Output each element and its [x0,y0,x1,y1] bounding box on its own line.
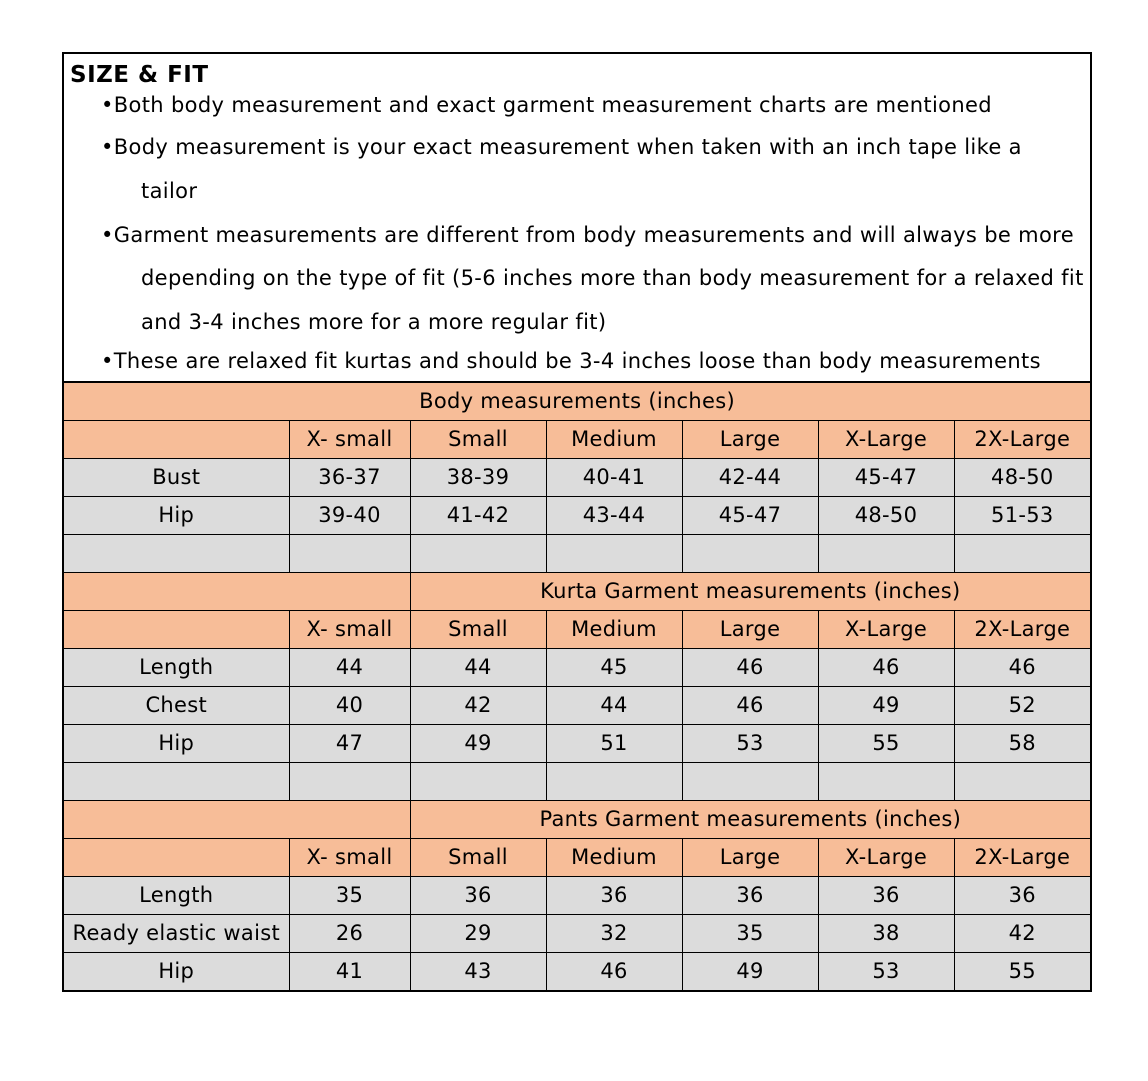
note-text: These are relaxed fit kurtas and should be 3-4 inches loose than body measurements [113,348,1041,373]
table-cell: 44 [289,648,410,686]
table-cell: 38-39 [410,458,546,496]
table-cell: 42-44 [682,458,818,496]
table-cell: 46 [682,686,818,724]
row-label: Length [64,648,289,686]
table-cell: 52 [954,686,1090,724]
row-label: Hip [64,724,289,762]
table-cell: 44 [546,686,682,724]
note-text: Body measurement is your exact measurement when taken with an inch tape like a tailor [113,135,1022,203]
table-cell: 53 [818,952,954,990]
empty-header-cell [64,420,289,458]
size-fit-chart [62,52,1092,992]
table-cell: 36 [410,876,546,914]
notes-list [70,90,1084,377]
row-label: Chest [64,686,289,724]
empty-cell [64,762,289,800]
table-row [64,686,1090,724]
pants-section-title: Pants Garment measurements (inches) [410,800,1090,838]
table-row [64,496,1090,534]
size-header: Medium [546,838,682,876]
row-label: Hip [64,952,289,990]
table-cell: 36 [546,876,682,914]
table-cell: 47 [289,724,410,762]
table-cell: 48-50 [818,496,954,534]
note-item: •Garment measurements are different from body measurements and will always be more depending on the type of fit (5-6 inches more than body measurement for a relaxed fit and 3-4 inches more for a more regular fit) [101,222,1084,335]
table-cell: 35 [289,876,410,914]
empty-cell [954,534,1090,572]
table-cell: 58 [954,724,1090,762]
size-header: Medium [546,420,682,458]
note-text: Both body measurement and exact garment measurement charts are mentioned [113,93,992,117]
table-cell: 51 [546,724,682,762]
spacer-row [64,762,1090,800]
table-cell: 36 [682,876,818,914]
table-cell: 41-42 [410,496,546,534]
table-cell: 46 [546,952,682,990]
table-cell: 41 [289,952,410,990]
size-header: X-Large [818,838,954,876]
size-header: X-Large [818,420,954,458]
table-cell: 46 [818,648,954,686]
empty-header-cell [64,838,289,876]
size-header: X- small [289,838,410,876]
body-section-title: Body measurements (inches) [64,383,1090,421]
size-header: Small [410,610,546,648]
table-cell: 45 [546,648,682,686]
table-cell: 45-47 [818,458,954,496]
table-cell: 43 [410,952,546,990]
measurement-table [64,383,1090,990]
empty-cell [546,762,682,800]
note-item: •Body measurement is your exact measurement when taken with an inch tape like a tailor [101,135,1022,203]
table-cell: 42 [410,686,546,724]
table-cell: 36 [954,876,1090,914]
empty-cell [410,534,546,572]
size-header-row [64,420,1090,458]
size-fit-notes [64,54,1090,383]
note-text: Garment measurements are different from body measurements and will always be more depending on the type of fit (5-6 inches more than body measurement for a relaxed fit and 3-4 inches more for a more regular fit) [113,222,1084,335]
table-cell: 51-53 [954,496,1090,534]
size-fit-title: SIZE & FIT [70,62,209,88]
size-header-row [64,838,1090,876]
empty-cell [818,534,954,572]
empty-cell [818,762,954,800]
table-cell: 49 [682,952,818,990]
table-row [64,724,1090,762]
row-label: Bust [64,458,289,496]
table-cell: 55 [818,724,954,762]
table-cell: 48-50 [954,458,1090,496]
size-header: Medium [546,610,682,648]
table-cell: 49 [410,724,546,762]
empty-header-cell [64,800,410,838]
table-cell: 55 [954,952,1090,990]
size-header: 2X-Large [954,838,1090,876]
empty-cell [410,762,546,800]
table-cell: 35 [682,914,818,952]
empty-cell [954,762,1090,800]
row-label: Length [64,876,289,914]
table-cell: 26 [289,914,410,952]
table-cell: 32 [546,914,682,952]
row-label: Hip [64,496,289,534]
size-header: X-Large [818,610,954,648]
empty-header-cell [64,610,289,648]
table-cell: 46 [682,648,818,686]
table-cell: 36 [818,876,954,914]
empty-cell [289,762,410,800]
table-cell: 46 [954,648,1090,686]
table-cell: 43-44 [546,496,682,534]
table-cell: 40 [289,686,410,724]
table-cell: 53 [682,724,818,762]
row-label: Ready elastic waist [64,914,289,952]
table-cell: 39-40 [289,496,410,534]
table-row [64,952,1090,990]
table-row [64,914,1090,952]
empty-cell [289,534,410,572]
note-item: •Both body measurement and exact garment measurement charts are mentioned [101,93,992,117]
empty-cell [546,534,682,572]
empty-cell [682,762,818,800]
size-header: 2X-Large [954,420,1090,458]
size-header: X- small [289,420,410,458]
pants-section-title-row [64,800,1090,838]
spacer-row [64,534,1090,572]
size-header: Small [410,420,546,458]
table-cell: 42 [954,914,1090,952]
table-row [64,876,1090,914]
size-header-row [64,610,1090,648]
size-header: Large [682,610,818,648]
kurta-section-title: Kurta Garment measurements (inches) [410,572,1090,610]
table-cell: 40-41 [546,458,682,496]
note-item: •These are relaxed fit kurtas and should be 3-4 inches loose than body measurements [101,348,1041,373]
empty-header-cell [64,572,410,610]
table-row [64,648,1090,686]
kurta-section-title-row [64,572,1090,610]
table-cell: 45-47 [682,496,818,534]
table-cell: 49 [818,686,954,724]
size-header: 2X-Large [954,610,1090,648]
table-cell: 38 [818,914,954,952]
size-header: Small [410,838,546,876]
table-row [64,458,1090,496]
empty-cell [64,534,289,572]
body-section-title-row [64,383,1090,421]
table-cell: 36-37 [289,458,410,496]
table-cell: 44 [410,648,546,686]
size-header: Large [682,420,818,458]
size-header: Large [682,838,818,876]
empty-cell [682,534,818,572]
table-cell: 29 [410,914,546,952]
size-header: X- small [289,610,410,648]
